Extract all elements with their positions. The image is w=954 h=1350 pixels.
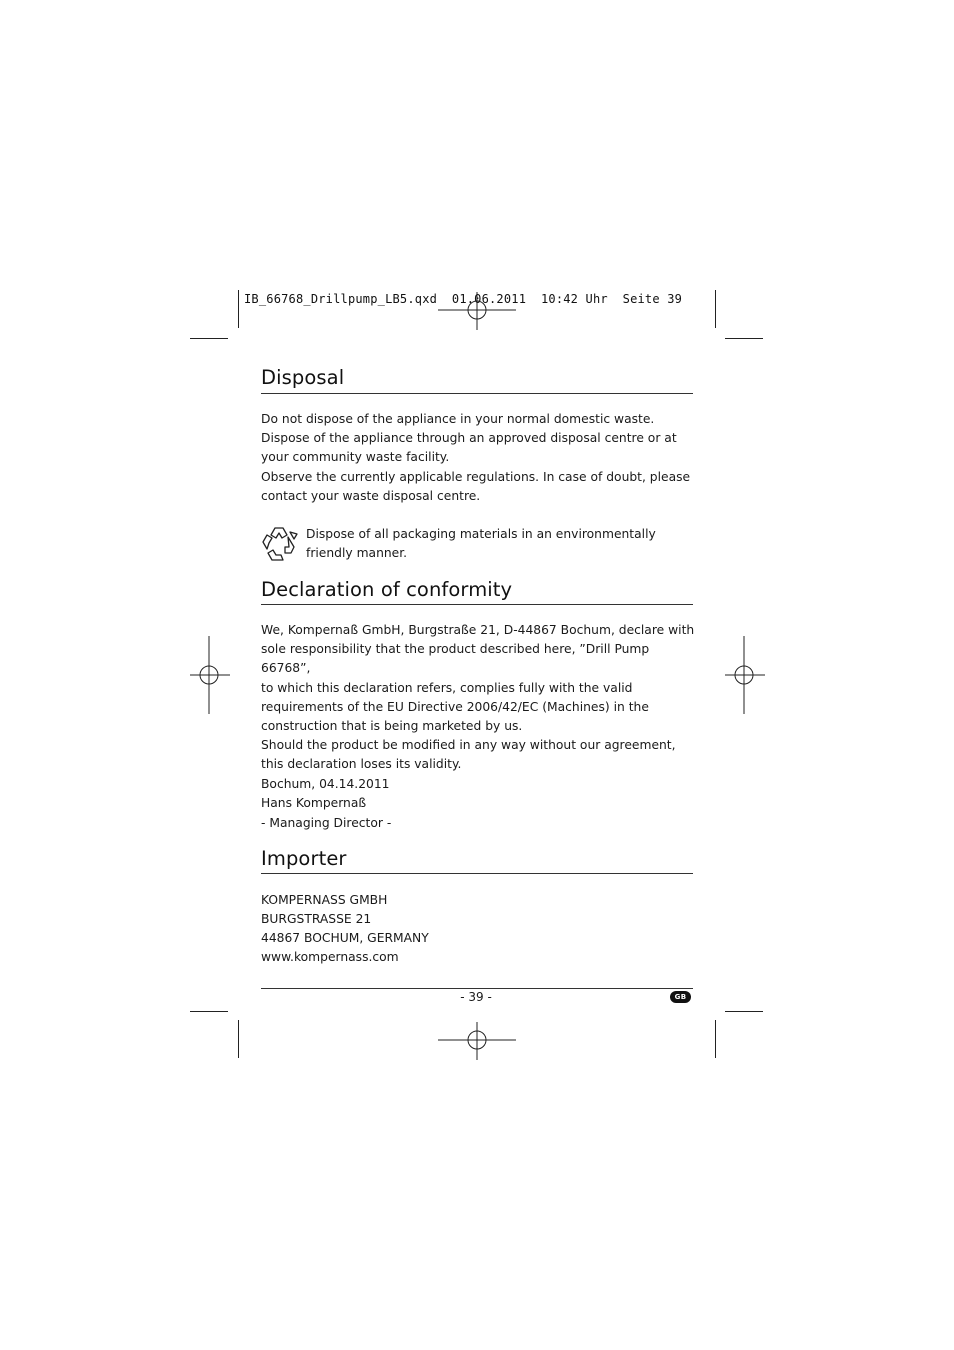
conformity-heading: Declaration of conformity xyxy=(261,578,513,601)
crop-mark xyxy=(238,1020,239,1058)
disposal-heading: Disposal xyxy=(261,366,345,389)
registration-mark-bottom xyxy=(438,1022,516,1060)
crop-mark xyxy=(715,1020,716,1058)
heading-rule xyxy=(261,393,693,394)
file-slug: IB_66768_Drillpump_LB5.qxd 01.06.2011 10:42 Uhr Seite 39 xyxy=(244,292,683,306)
importer-city: 44867 BOCHUM, GERMANY xyxy=(261,931,429,945)
registration-mark-left xyxy=(190,636,230,714)
signatory-role: - Managing Director - xyxy=(261,816,392,830)
importer-website: www.kompernass.com xyxy=(261,950,399,964)
crop-mark xyxy=(725,1011,763,1012)
footer-rule xyxy=(261,988,693,989)
crop-mark xyxy=(725,338,763,339)
signatory-name: Hans Kompernaß xyxy=(261,796,367,810)
crop-mark xyxy=(238,290,239,328)
packaging-note: Dispose of all packaging materials in an environmentally friendly manner. xyxy=(306,527,656,561)
importer-heading: Importer xyxy=(261,847,347,870)
crop-mark xyxy=(715,290,716,328)
crop-mark xyxy=(190,1011,228,1012)
language-badge: GB xyxy=(670,991,691,1003)
importer-company: KOMPERNASS GMBH xyxy=(261,893,388,907)
registration-mark-right xyxy=(725,636,765,714)
conformity-text: We, Kompernaß GmbH, Burgstraße 21, D-44867 Bochum, declare with sole responsibility that the product described here, ”Drill Pump 66768”, to which this declaration refers, complies fully with the valid requirements of the EU Directive 2006/42/EC (Machines) in the construction that is being marketed by us. Should the product be modified in any way without our agreement, this declaration loses its validity. xyxy=(261,623,695,772)
disposal-text: Do not dispose of the appliance in your normal domestic waste. Dispose of the appliance through an approved disposal centre or at your community waste facility. Observe the currently applicable regulations. In case of doubt, please contact your waste disposal centre. xyxy=(261,412,691,503)
heading-rule xyxy=(261,604,693,605)
registration-mark-top xyxy=(438,292,516,330)
heading-rule xyxy=(261,873,693,874)
recycle-icon xyxy=(261,525,301,563)
crop-mark xyxy=(190,338,228,339)
importer-street: BURGSTRASSE 21 xyxy=(261,912,372,926)
place-date: Bochum, 04.14.2011 xyxy=(261,777,390,791)
page-number: - 39 - xyxy=(460,990,492,1004)
